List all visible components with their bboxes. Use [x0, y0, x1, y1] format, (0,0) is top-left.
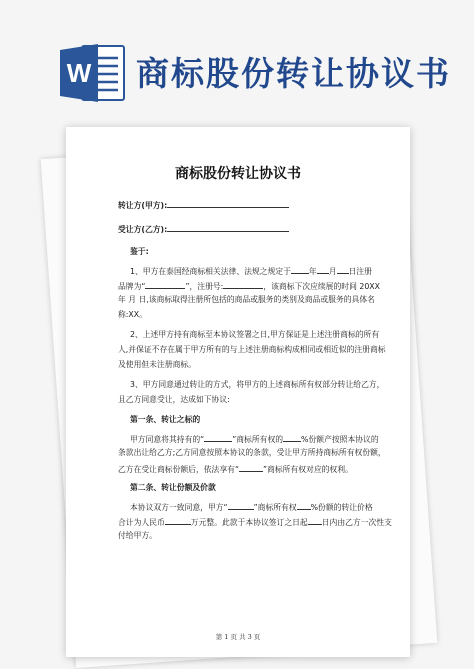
- brand-blank: [145, 280, 185, 289]
- blank: [165, 516, 191, 525]
- blank: [228, 501, 254, 510]
- party-b-label: 受让方(乙方):: [118, 225, 168, 234]
- article-2-line-2: [118, 516, 392, 528]
- text: 万元整。此款于本协议签订之日起: [190, 518, 308, 527]
- text: 日内由乙方一次性支: [321, 518, 392, 527]
- text: 乙方在受让商标份额后，依法享有“: [118, 465, 239, 474]
- header-banner: [0, 0, 474, 120]
- reg-no-label: ，注册号:: [189, 282, 224, 291]
- clause-1-line-3: 年 月 日,该商标取得注册所包括的商品或服务的类别及商品或服务的具体名: [118, 295, 375, 304]
- word-icon-letter: W: [66, 58, 92, 88]
- clause-1-line-2: 品牌为“ ”，注册号: ，该商标下次应续展的时间 20XX: [118, 282, 380, 291]
- clause-1-line-1: [130, 265, 394, 277]
- month-label: 月: [328, 267, 337, 276]
- brand-label: 品牌为: [118, 282, 142, 291]
- preamble-label: 鉴于:: [130, 247, 149, 256]
- article-1-line-3: [118, 463, 382, 475]
- article-2-line-1: [130, 501, 394, 513]
- clause-3-line-2: 且乙方同意受让，达成如下协议:: [118, 395, 230, 404]
- banner-title: 商标股份转让协议书: [136, 54, 451, 93]
- clause-2-line-2: 人,并保证不存在属于甲方所有的与上述注册商标构成相同或相近似的注册商标: [118, 345, 386, 354]
- text: 本协议双方一致同意，甲方“: [130, 503, 228, 512]
- article-1-line-1: [130, 433, 394, 445]
- document-page: [66, 127, 410, 657]
- blank: [337, 265, 349, 274]
- day-label: 日注册: [348, 267, 372, 276]
- renewal-text: ，该商标下次应续展的时间 20XX: [263, 282, 380, 291]
- blank: [297, 501, 311, 510]
- year-label: 年: [308, 267, 317, 276]
- blank: [239, 463, 263, 472]
- page-footer: 第 1 页 共 3 页: [215, 633, 261, 641]
- article-2-line-3: 付给甲方。: [118, 531, 157, 540]
- text: %份额的转让价格: [310, 503, 373, 512]
- blank: [317, 265, 329, 274]
- clause-2-line-1: 2、上述甲方持有商标至本协议签署之日,甲方保证是上述注册商标的所有: [130, 330, 380, 339]
- party-a-blank: [167, 199, 289, 208]
- blank: [204, 433, 232, 442]
- clause-3-line-1: 3、甲方同意通过转让的方式，将甲方的上述商标所有权部分转让给乙方，: [130, 380, 385, 389]
- reg-no-blank: [223, 280, 263, 289]
- blank: [283, 433, 301, 442]
- word-document-icon: [60, 42, 126, 104]
- party-a-line: [118, 199, 382, 211]
- article-1-line-2: 条款出让给乙方;乙方同意按照本协议的条款，受让甲方所持商标所有权份额，: [118, 448, 386, 457]
- text: %份额产按照本协议的: [301, 435, 379, 444]
- party-a-label: 转让方(甲方):: [118, 201, 168, 210]
- clause-1-text: 1、甲方在泰国经商标相关法律、法规之规定于: [130, 267, 291, 276]
- text: ”商标所有权对应的权利。: [263, 465, 353, 474]
- text: ”商标所有权: [253, 503, 297, 512]
- article-2-title: 第二条、转让份额及价款: [130, 483, 216, 492]
- text: ”商标所有权的: [232, 435, 284, 444]
- document-title: 商标股份转让协议书: [175, 166, 301, 182]
- text: 甲方同意将其持有的“: [130, 435, 205, 444]
- article-1-title: 第一条、转让之标的: [130, 415, 201, 424]
- party-b-line: [118, 223, 382, 235]
- text: 合计为人民币: [118, 518, 165, 527]
- party-b-blank: [167, 223, 289, 232]
- blank: [308, 516, 322, 525]
- clause-2-line-3: 及使用但未注册商标。: [118, 360, 196, 369]
- blank: [291, 265, 309, 274]
- clause-1-line-4: 称:XX。: [118, 310, 147, 319]
